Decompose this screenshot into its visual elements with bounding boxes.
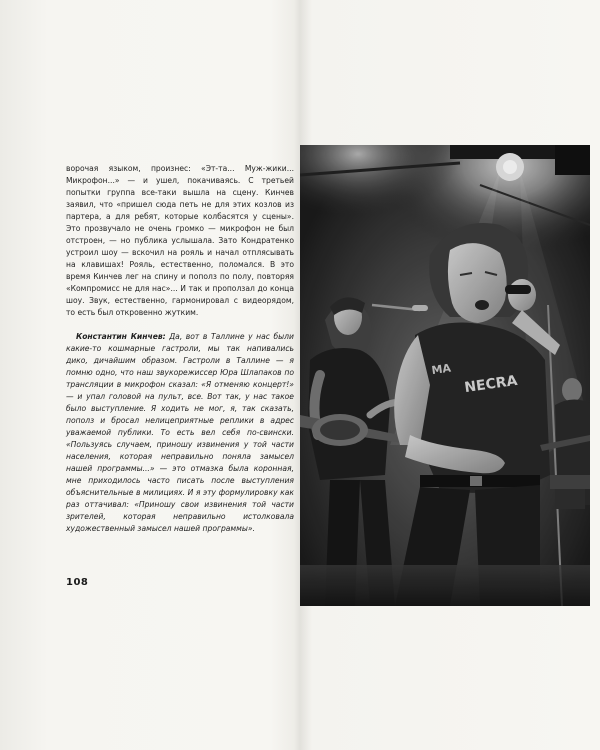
speaker-name: Константин Кинчев: — [76, 332, 166, 341]
quote-text: Да, вот в Таллине у нас были какие-то кошмарные гастроли, мы так напивались дико, дичайшим образом. Гастроли в Таллине — я помню одно, что наш звукорежиссер Юра Шлапаков по трансляции в микрофон сказал: «Я отменяю концерт!» — и упал головой на пульт, все. Вот так, у нас такое было выступление. Я ходить не мог, я, так сказать, пополз и бросал нелицеприятные реплики в адрес уважаемой публики. То есть вел себя по-свински. «Пользуясь случаем, приношу извинения у той части населения, которая неправильно поняла замысел нашей программы...» — это отмазка была коронная, мне приходилось часто писать после выступления объяснительные в милициях. И я эту формулировку как раз оттачивал: «Приношу свои извинения той части зрителей, которая неправильно истолковала художественный замысел нашей программы». — [66, 332, 294, 533]
concert-photo — [300, 145, 590, 606]
page-number: 108 — [66, 577, 89, 588]
shirt-print-partial: MA — [430, 361, 452, 378]
interview-quote — [66, 331, 294, 535]
concert-photo-illustration — [300, 145, 590, 606]
narrative-paragraph: ворочая языком, произнес: «Эт-та... Муж-жики... Микрофон...» — и ушел, покачиваясь. С третьей попытки группа все-таки вышла на сцену. Кинчев заявил, что «пришел сюда петь не для этих козлов из партера, а для ребят, которые колбасятся у сцены». Это прозвучало не очень громко — микрофон не был отстроен, — но публика услышала. Зато Кондратенко устроил шоу — вскочил на рояль и начал отплясывать на клавишах! Рояль, естественно, поломался. В это время Кинчев лег на спину и пополз по полу, повторяя «Компромисс не для нас»... И так и проползал до конца шоу. Звук, естественно, гармонировал с видеорядом, то есть был откровенно жутким. — [66, 164, 294, 317]
text-column — [66, 163, 294, 535]
shirt-print-text: NECRA — [463, 372, 519, 397]
